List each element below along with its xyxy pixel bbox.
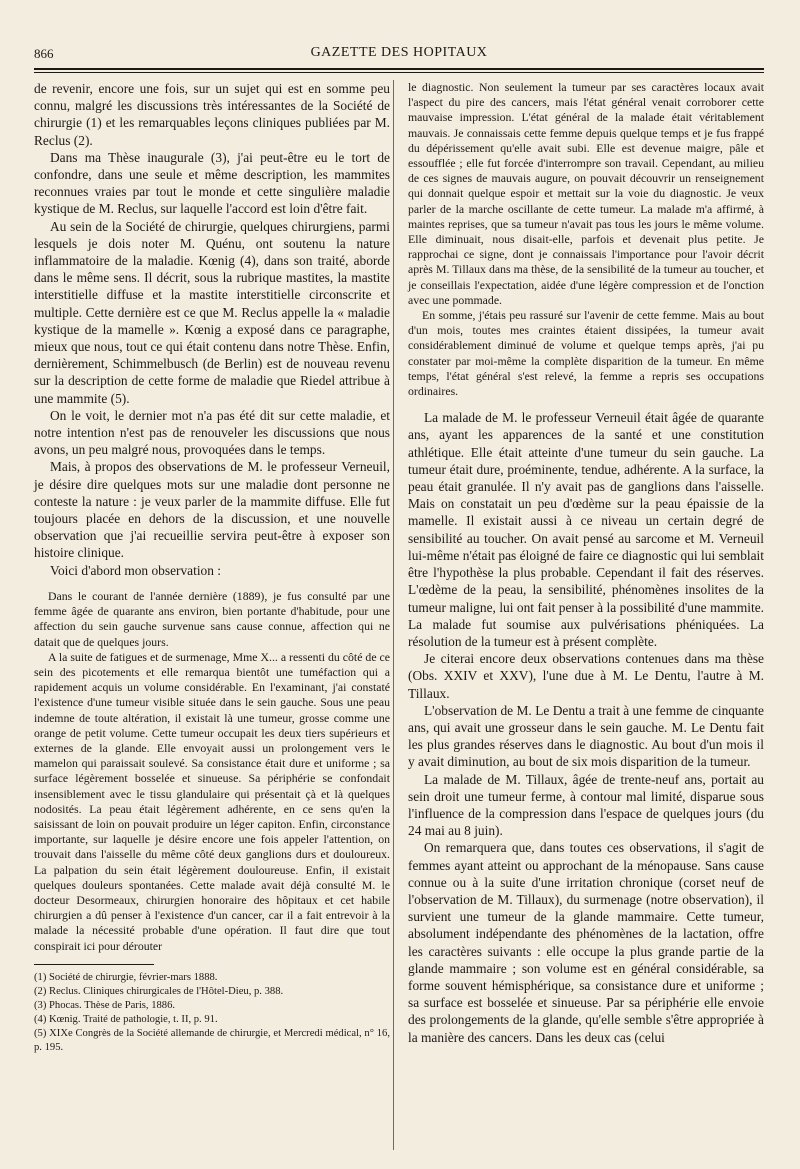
- right-column: [408, 80, 764, 1046]
- observation-paragraph: le diagnostic. Non seulement la tumeur par ses caractères locaux avait l'aspect du pire des cancers, mais l'état général venait corroborer cette mauvaise impression. L'état général de la malade était véritablement mauvais. Je connaissais cette femme depuis quelque temps et je fus frappé du dépérissement qu'elle avait subi. Elle est devenue maigre, pâle et essoufflée ; elle fut forcée d'interrompre son travail. Cependant, au milieu de ces signes de mauvais augure, on pouvait découvrir un renseignement qui donnait quelque espoir et mettait sur la voie du diagnostic. Je veux parler de la marche oscillante de cette tumeur. La malade m'a affirmé, à maintes reprises, que sa tumeur n'avait pas tous les jours le même volume. Elle diminuait, nous disait-elle, parfois et devenait plus petite. Je rapprochai ce signe, dont je connaissais l'importance pour l'avoir décrit après M. Tillaux dans ma thèse, de la sensibilité de la tumeur au toucher, et je conseillais l'expectation, aidée d'une légère compression et de l'onction avec une pommade.: [408, 80, 764, 307]
- journal-title: GAZETTE DES HOPITAUX: [310, 45, 488, 60]
- paragraph: La malade de M. le professeur Verneuil était âgée de quarante ans, ayant les apparences de la santé et une constitution athlétique. Elle était atteinte d'une tumeur du sein gauche. La tumeur était dure, proéminente, tendue, adhérente. A la surface, la peau était granulée. Il n'y avait pas de ganglions dans l'aisselle. Mais on constatait un peu d'œdème sur la peau épaissie de la mamelle. Il existait aussi à ce niveau un certain degré de sensibilité au toucher. On avait pensé au sarcome et M. Verneuil lui-même n'était pas éloigné de faire ce diagnostic qui lui semblait être l'hypothèse la plus probable. Cependant il fait des réserves. L'œdème de la peau, la sensibilité, phénomènes insolites de la tumeur maligne, lui ont fait penser à la possibilité d'une mammite. La malade fut soumise aux pulvérisations phéniquées. La résolution de la tumeur est à présent complète.: [408, 410, 764, 649]
- page-number: 866: [34, 46, 54, 61]
- paragraph: Dans ma Thèse inaugurale (3), j'ai peut-être eu le tort de confondre, dans une seule et même description, les mammites reconnues vraies par tout le monde et cette singulière maladie kystique de M. Reclus, sur laquelle l'accord est loin d'être fait.: [34, 149, 390, 217]
- paragraph: On remarquera que, dans toutes ces observations, il s'agit de femmes ayant atteint ou approchant de la ménopause. Sans cause connue ou à la suite d'une irritation chronique (corset neuf de l'observation de M. Tillaux), du surmenage (notre observation), il survient une tumeur de la glande mammaire. Cette tumeur, absolument indépendante des phénomènes de la lactation, offre les caractères suivants : elle occupe la plus grande partie de la glande mammaire ; son volume est en général considérable, sa forme souvent hémisphérique, sa consistance dure et uniforme ; sa surface est bosselée et sinueuse. Par sa périphérie elle envoie des prolongements de la glande, qu'elle semble s'être appropriée à la manière des cancers. Dans les deux cas (celui: [408, 840, 764, 1045]
- page-header: [34, 44, 764, 66]
- paragraph: Au sein de la Société de chirurgie, quelques chirurgiens, parmi lesquels je dois noter M. Quénu, ont soutenu la nature inflammatoire de la maladie. Kœnig (4), dans son traité, aborde dans le même sens. Il décrit, sous la rubrique mastites, la mastite interstitielle diffuse et la mastite interstitielle circonscrite et multiple. Cette dernière est ce que M. Reclus appelle la « maladie kystique de la mamelle ». Kœnig a exposé dans ce paragraphe, mieux que nous, tout ce qui était contenu dans notre Thèse. Enfin, dernièrement, Schimmelbusch (de Berlin) est de nouveau revenu sur la description de cette forme de maladie que Riedel attribue à une mammite (5).: [34, 218, 390, 406]
- paragraph: Voici d'abord mon observation :: [50, 562, 222, 578]
- paragraph: de revenir, encore une fois, sur un sujet qui est en somme peu connu, malgré les discussions très intéressantes de la Société de chirurgie (1) et les remarquables leçons cliniques publiées par M. Reclus (2).: [34, 81, 390, 148]
- left-column: [34, 80, 390, 1055]
- column-separator: [393, 80, 394, 1150]
- observation-paragraph: A la suite de fatigues et de surmenage, Mme X... a ressenti du côté de ce sein des picotements et elle remarqua bientôt une tuméfaction qui a rapidement acquis un volume considérable. En l'examinant, j'ai constaté l'existence d'une tumeur visible située dans le sein gauche. Sous une peau indemne de toute altération, il existait là une tumeur, grosse comme une orange de petit volume. Cette tumeur occupait les deux tiers supérieurs et externes de la glande. Elle envoyait aussi un prolongement vers le mamelon qui paraissait soulevé. Sa consistance était dure et uniforme ; sa surface légèrement bosselée et sinueuse. Sa périphérie se confondait insensiblement avec le tissu glandulaire qui présentait çà et là quelques nodosités. La peau était légèrement adhérente, en ce sens qu'en la saisissant de loin on pouvait produire un léger capiton. Enfin, circonstance importante, sur laquelle je désire encore une fois appeler l'attention, on trouvait dans l'aisselle du même côté deux ganglions durs et douloureux. La palpation du sein était légèrement douloureuse. Enfin, il existait quelques douleurs spontanées. Cette malade avait déjà consulté M. le docteur Desormeaux, chirurgien honoraire des hôpitaux et cet habile chirurgien a dû penser à l'existence d'un cancer, car il a fait entrevoir à la malade la nécessité probable d'une opération. Il faut dire que tout conspirait ici pour dérouter: [34, 649, 390, 953]
- footnote: (5) XIXe Congrès de la Société allemande de chirurgie, et Mercredi médical, n° 16, p. 195.: [34, 1027, 390, 1053]
- footnote: (2) Reclus. Cliniques chirurgicales de l'Hôtel-Dieu, p. 388.: [34, 985, 284, 997]
- footnote: (1) Société de chirurgie, février-mars 1888.: [34, 971, 218, 983]
- header-rule-thick: [34, 68, 764, 70]
- footnote: (4) Kœnig. Traité de pathologie, t. II, p. 91.: [34, 1013, 218, 1025]
- footnote: (3) Phocas. Thèse de Paris, 1886.: [34, 999, 176, 1011]
- paragraph: Mais, à propos des observations de M. le professeur Verneuil, je désire dire quelques mots sur une maladie dont personne ne conteste la nature : je veux parler de la mammite diffuse. Elle fut toujours placée en dehors de la discussion, et une nouvelle observation que j'ai recueillie servira peut-être à exposer son histoire clinique.: [34, 459, 390, 561]
- observation-paragraph: Dans le courant de l'année dernière (1889), je fus consulté par une femme âgée de quarante ans environ, bien portante d'habitude, pour une affection du sein gauche survenue sans cause connue, affection qui ne datait que de quelques jours.: [34, 588, 390, 649]
- paragraph: L'observation de M. Le Dentu a trait à une femme de cinquante ans, qui avait une grosseur dans le sein gauche. M. Le Dentu fait les plus grandes réserves dans le diagnostic. Au bout d'un mois il y avait diminution, au bout de six mois disparition de la tumeur.: [408, 702, 764, 770]
- observation-paragraph: En somme, j'étais peu rassuré sur l'avenir de cette femme. Mais au bout d'un mois, toutes mes craintes étaient dissipées, la tumeur avait considérablement diminué de volume et quelque temps après, j'ai pu constater par moi-même la complète disparition de la tumeur. En même temps, l'état général s'est relevé, la femme a repris ses occupations ordinaires.: [408, 308, 764, 399]
- paragraph: La malade de M. Tillaux, âgée de trente-neuf ans, portait au sein droit une tumeur ferme, à contour mal limité, disparue sous l'influence de la compression dans l'espace de quelques jours (du 24 mai au 8 juin).: [408, 771, 764, 839]
- spacer: [408, 399, 764, 409]
- spacer: [34, 579, 390, 589]
- footnote-rule: [34, 964, 154, 965]
- paragraph: On le voit, le dernier mot n'a pas été dit sur cette maladie, et notre intention n'est pas de renouveler les discussions que nous avons, un peu malgré nous, provoquées dans le temps.: [34, 407, 390, 458]
- header-rule-thin: [34, 72, 764, 73]
- paragraph: Je citerai encore deux observations contenues dans ma thèse (Obs. XXIV et XXV), l'une due à M. Le Dentu, l'autre à M. Tillaux.: [408, 651, 764, 701]
